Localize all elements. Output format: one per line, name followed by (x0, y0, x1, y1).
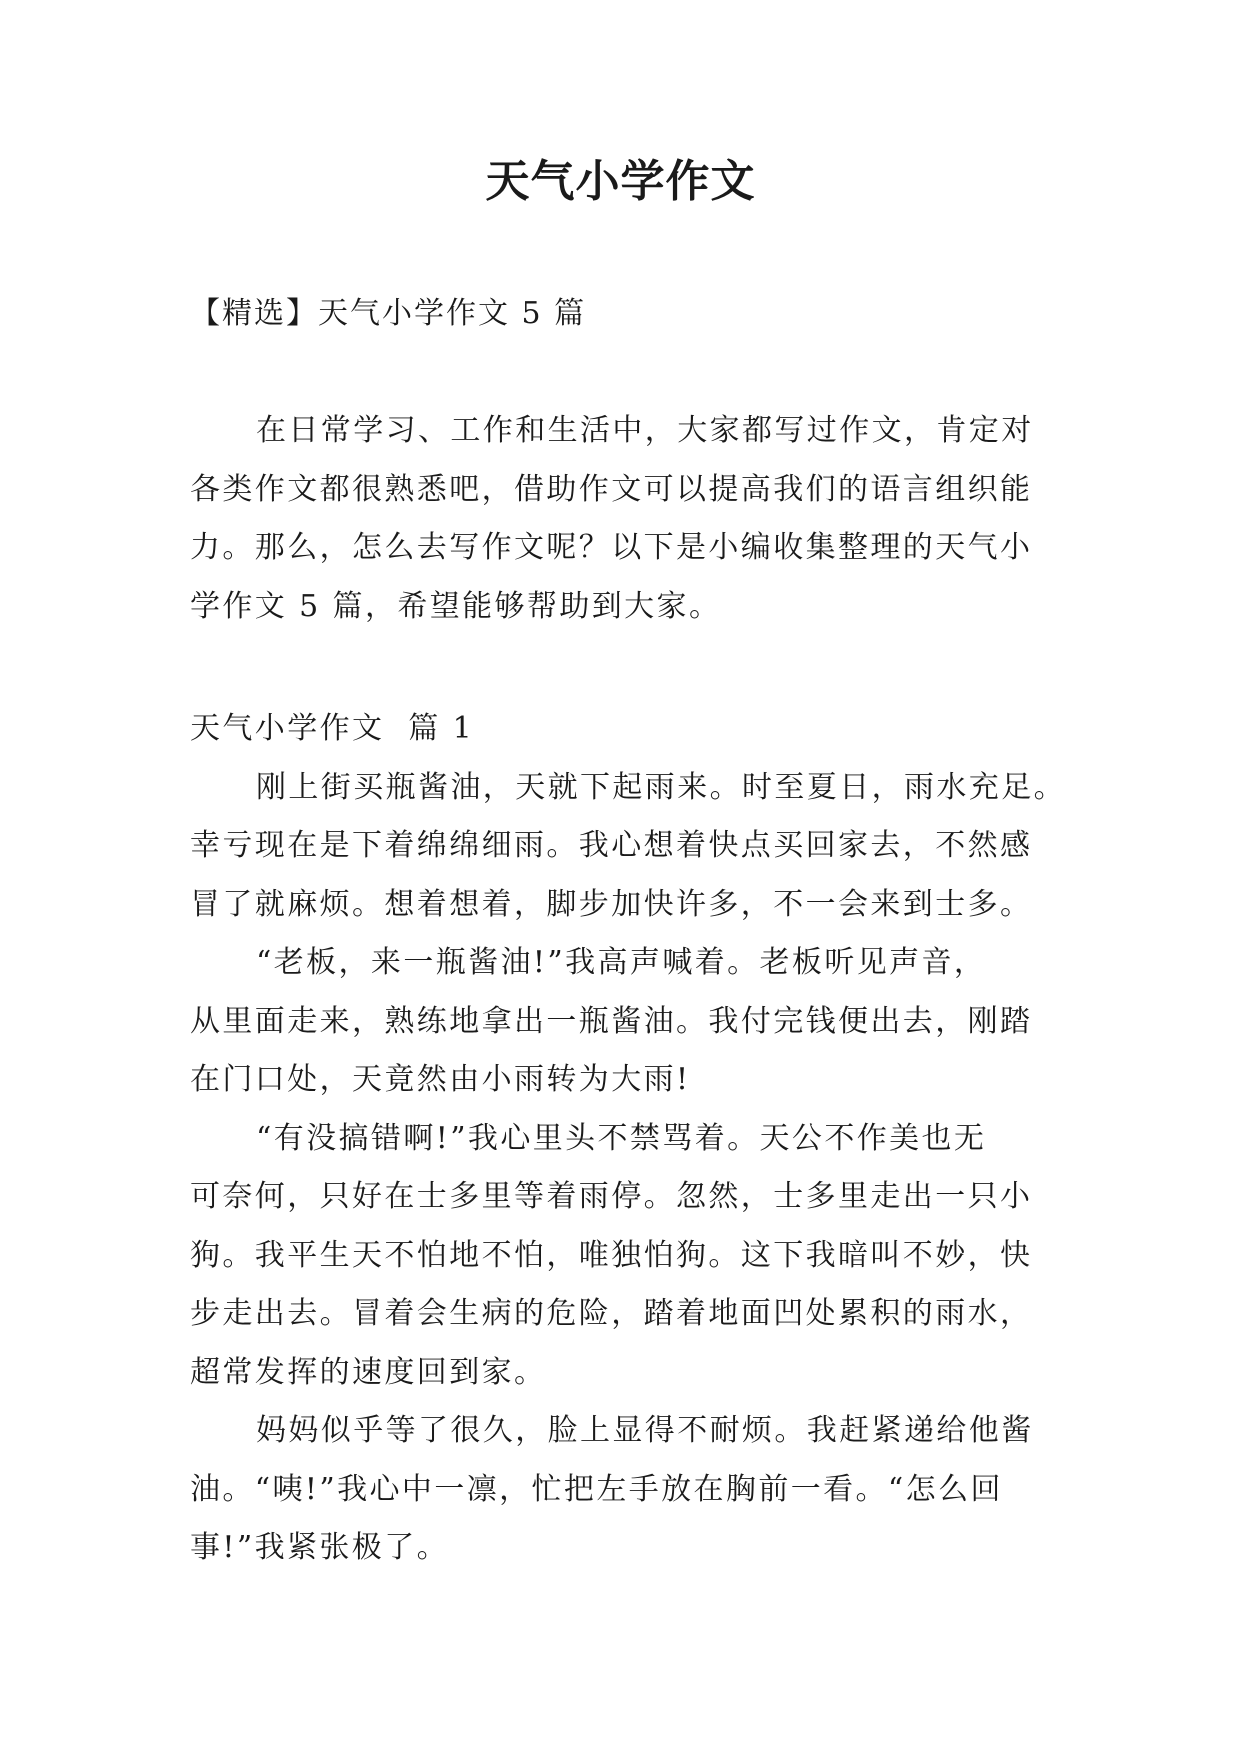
text-line: 油。“咦!”我心中一凛，忙把左手放在胸前一看。“怎么回 (190, 1471, 1003, 1507)
text-line: 妈妈似乎等了很久，脸上显得不耐烦。我赶紧递给他酱 (256, 1413, 1034, 1448)
text-line: 从里面走来，熟练地拿出一瓶酱油。我付完钱便出去，刚踏 (190, 1003, 1033, 1039)
text-line: 各类作文都很熟悉吧，借助作文可以提高我们的语言组织能 (190, 471, 1033, 507)
section-heading: 天气小学作文 篇 1 (190, 711, 475, 746)
text-line: 可奈何，只好在士多里等着雨停。忽然，士多里走出一只小 (190, 1179, 1033, 1214)
text-line: “有没搞错啊!”我心里头不禁骂着。天公不作美也无 (256, 1120, 987, 1156)
section-block (190, 700, 1070, 1578)
body-paragraph (190, 1402, 1070, 1578)
text-line: 在日常学习、工作和生活中，大家都写过作文，肯定对 (256, 413, 1034, 448)
text-line: 学作文 5 篇，希望能够帮助到大家。 (190, 588, 722, 624)
intro-paragraph (190, 402, 1070, 636)
intro-block (190, 402, 1070, 636)
text-line: 事!”我紧张极了。 (190, 1530, 449, 1565)
text-line: 力。那么，怎么去写作文呢？以下是小编收集整理的天气小 (190, 530, 1033, 565)
text-line: 刚上街买瓶酱油，天就下起雨来。时至夏日，雨水充足。 (256, 769, 1066, 805)
text-line: “老板，来一瓶酱油!”我高声喊着。老板听见声音， (256, 945, 987, 980)
text-line: 狗。我平生天不怕地不怕，唯独怕狗。这下我暗叫不妙，快 (190, 1237, 1033, 1273)
text-line: 步走出去。冒着会生病的危险，踏着地面凹处累积的雨水， (190, 1296, 1033, 1331)
text-line: 超常发挥的速度回到家。 (190, 1354, 547, 1390)
body-paragraph (190, 759, 1070, 935)
text-line: 冒了就麻烦。想着想着，脚步加快许多，不一会来到士多。 (190, 886, 1033, 922)
document-title: 天气小学作文 (485, 156, 756, 207)
text-line: 在门口处，天竟然由小雨转为大雨! (190, 1062, 691, 1097)
body-paragraph (190, 934, 1070, 1110)
text-line: 幸亏现在是下着绵绵细雨。我心想着快点买回家去，不然感 (190, 828, 1033, 863)
body-paragraph (190, 1110, 1070, 1403)
document-subtitle: 【精选】天气小学作文 5 篇 (190, 296, 587, 331)
